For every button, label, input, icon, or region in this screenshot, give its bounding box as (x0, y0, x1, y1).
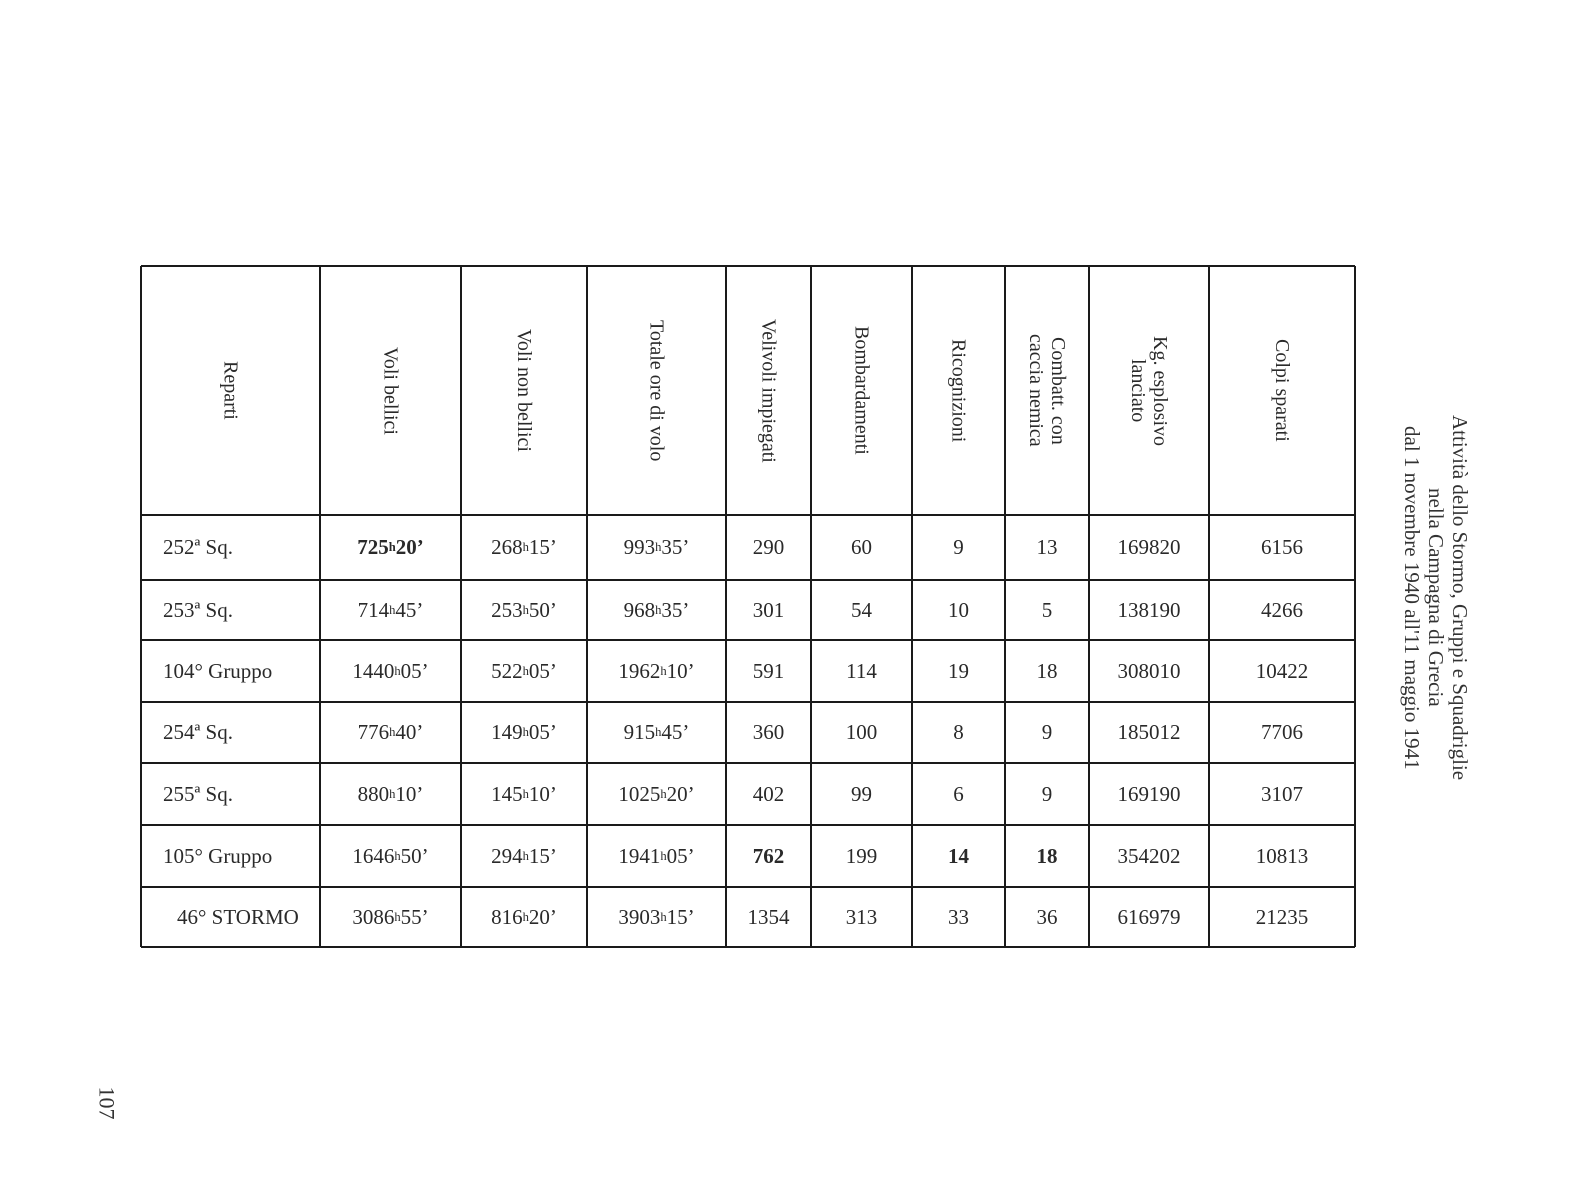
column-header (461, 266, 587, 515)
column-header-label: Combatt. con caccia nemica (1025, 334, 1069, 447)
table-cell: 14 (948, 843, 969, 868)
row-label: 255ª Sq. (163, 781, 233, 806)
column-header-label: Kg. esplosivo lanciato (1127, 335, 1171, 446)
table-cell: 6156 (1261, 535, 1303, 559)
table-cell: 290 (752, 535, 785, 559)
table-cell: 21235 (1255, 904, 1309, 929)
column-header (1209, 266, 1355, 515)
column-header-label: Colpi sparati (1271, 339, 1293, 442)
column-header (912, 266, 1005, 515)
table-cell: 301 (752, 597, 785, 622)
row-label: 105° Gruppo (163, 843, 273, 868)
table-cell: 8 (953, 720, 964, 744)
column-header-label: Voli non bellici (513, 329, 535, 452)
table-cell: 714 h 45’ (357, 597, 424, 622)
table-cell: 1025 h 20’ (618, 781, 695, 806)
caption-line: Attività dello Stormo, Gruppi e Squadriglie (1448, 415, 1472, 781)
table-cell: 149 h 05’ (491, 720, 557, 744)
column-header-label: Totale ore di volo (645, 319, 668, 462)
table-cell: 10813 (1255, 843, 1309, 868)
column-header (320, 266, 461, 515)
column-header-label: Reparti (219, 361, 242, 420)
table-cell: 294 h 15’ (491, 843, 557, 868)
table-cell: 253 h 50’ (491, 597, 557, 622)
table-cell: 4266 (1261, 597, 1303, 622)
table-cell: 33 (948, 904, 969, 929)
table-cell: 145 h 10’ (491, 781, 557, 806)
column-header (1005, 266, 1089, 515)
table-cell: 5 (1041, 597, 1053, 622)
table-cell: 3107 (1261, 781, 1303, 806)
table-cell: 816 h 20’ (491, 904, 557, 929)
column-header-label: Voli bellici (379, 346, 402, 435)
table-cell: 360 (752, 720, 785, 744)
column-header-label: Ricognizioni (947, 338, 970, 443)
table-cell: 60 (851, 535, 872, 559)
table-cell: 1440 h 05’ (352, 658, 429, 683)
table-cell: 169820 (1117, 535, 1181, 559)
table-cell: 268 h 15’ (491, 535, 557, 559)
row-label: 46° STORMO (177, 904, 299, 929)
table-cell: 169190 (1117, 781, 1181, 806)
table-cell: 354202 (1117, 843, 1181, 868)
table-cell: 915 h 45’ (623, 720, 690, 744)
page-number: 107 (94, 1086, 120, 1120)
table-cell: 616979 (1117, 904, 1181, 929)
table-cell: 776 h 40’ (357, 720, 424, 744)
column-header-label: Velivoli impiegati (757, 318, 780, 463)
table-cell: 100 (845, 720, 878, 744)
table-cell: 54 (851, 597, 872, 622)
table-cell: 138190 (1117, 597, 1181, 622)
table-cell: 402 (752, 781, 785, 806)
table-cell: 13 (1036, 535, 1058, 559)
table-cell: 3086 h 55’ (352, 904, 429, 929)
table-cell: 36 (1036, 904, 1058, 929)
caption-line: dal 1 novembre 1940 all'11 maggio 1941 (1400, 425, 1424, 770)
caption-line: nella Campagna di Grecia (1424, 488, 1448, 707)
table-cell: 18 (1036, 843, 1058, 868)
column-header (1089, 266, 1209, 515)
table-cell: 9 (953, 535, 964, 559)
table-cell: 185012 (1117, 720, 1181, 744)
row-label: 254ª Sq. (163, 720, 233, 744)
table-cell: 762 (752, 843, 785, 868)
table-cell: 9 (1041, 720, 1053, 744)
table-cell: 308010 (1117, 658, 1181, 683)
column-header-label: Bombardamenti (850, 326, 873, 455)
column-header (587, 266, 726, 515)
table-cell: 199 (845, 843, 878, 868)
table-cell: 313 (845, 904, 878, 929)
table-caption (1400, 415, 1472, 780)
table-cell: 1646 h 50’ (352, 843, 429, 868)
column-header (726, 266, 811, 515)
table-cell: 522 h 05’ (491, 658, 557, 683)
table-cell: 993 h 35’ (623, 535, 690, 559)
table-cell: 968 h 35’ (623, 597, 690, 622)
table-cell: 880 h 10’ (357, 781, 424, 806)
table-cell: 1941 h 05’ (618, 843, 695, 868)
table-cell: 10422 (1255, 658, 1309, 683)
row-label: 253ª Sq. (163, 597, 233, 622)
row-label: 104° Gruppo (163, 658, 273, 683)
table-cell: 114 (846, 658, 877, 683)
table-cell: 591 (752, 658, 785, 683)
table-cell: 19 (948, 658, 969, 683)
table-cell: 725 h 20’ (357, 535, 424, 559)
table-cell: 10 (948, 597, 969, 622)
column-header (141, 266, 320, 515)
table-cell: 7706 (1261, 720, 1303, 744)
column-header (811, 266, 912, 515)
table-cell: 18 (1036, 658, 1058, 683)
table-cell: 1962 h 10’ (618, 658, 695, 683)
table-cell: 3903 h 15’ (618, 904, 695, 929)
table-cell: 9 (1041, 781, 1053, 806)
table-cell: 1354 (747, 904, 790, 929)
row-label: 252ª Sq. (163, 535, 233, 559)
table-cell: 99 (851, 781, 872, 806)
table-cell: 6 (953, 781, 964, 806)
